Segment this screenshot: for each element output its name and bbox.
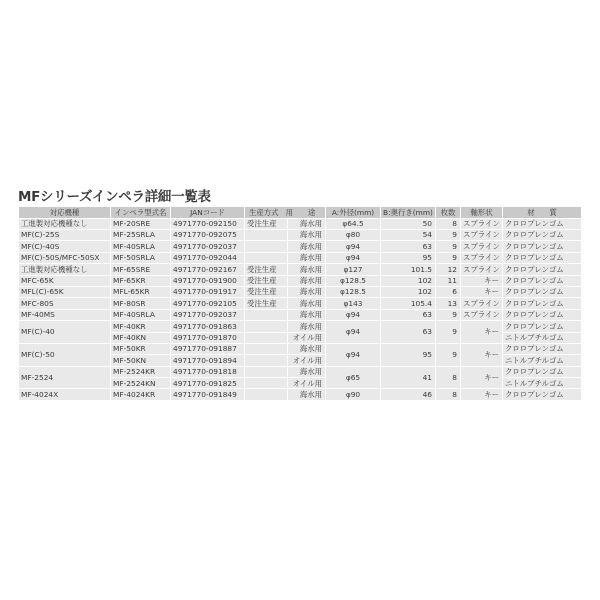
cell-model: 工進製対応機種なし <box>19 264 111 275</box>
cell-model: MF(C)-40S <box>19 241 111 252</box>
cell-material: ニトルブチルゴム <box>503 378 582 389</box>
cell-impeller: MF-25SRLA <box>111 229 171 240</box>
cell-use: 海水用 <box>288 252 326 263</box>
cell-shaft: キー <box>461 286 503 297</box>
cell-method <box>245 355 288 366</box>
cell-material: クロロプレンゴム <box>503 321 582 332</box>
cell-use: 海水用 <box>288 218 326 229</box>
header-b: B:奥行き(mm) <box>381 207 436 219</box>
cell-jan: 4971770-091863 <box>171 321 245 332</box>
cell-jan: 4971770-091887 <box>171 343 245 354</box>
cell-model: MFC-80S <box>19 298 111 309</box>
header-impeller: インペラ型式名 <box>111 207 171 219</box>
header-jan: JANコード <box>171 207 245 219</box>
cell-material: クロロプレンゴム <box>503 309 582 320</box>
cell-material: クロロプレンゴム <box>503 252 582 263</box>
cell-impeller: MF-2524KR <box>111 366 171 377</box>
cell-model: MF-40MS <box>19 309 111 320</box>
table-row <box>19 229 582 240</box>
cell-material: クロロプレンゴム <box>503 275 582 286</box>
cell-method <box>245 309 288 320</box>
cell-method: 受注生産 <box>245 298 288 309</box>
table-row <box>19 343 582 354</box>
cell-method <box>245 343 288 354</box>
cell-model: MFC-65K <box>19 275 111 286</box>
header-blades: 枚数 <box>436 207 461 219</box>
table-row <box>19 298 582 309</box>
cell-use: 海水用 <box>288 264 326 275</box>
cell-jan: 4971770-092167 <box>171 264 245 275</box>
cell-outer-diameter: φ94 <box>326 241 381 252</box>
cell-jan: 4971770-091849 <box>171 389 245 400</box>
cell-jan: 4971770-091818 <box>171 366 245 377</box>
cell-outer-diameter: φ143 <box>326 298 381 309</box>
cell-impeller: MF-20SRE <box>111 218 171 229</box>
table-row <box>19 389 582 400</box>
cell-use: 海水用 <box>288 389 326 400</box>
cell-impeller: MF-80SR <box>111 298 171 309</box>
cell-impeller: MF-4024KR <box>111 389 171 400</box>
cell-jan: 4971770-092044 <box>171 252 245 263</box>
cell-jan: 4971770-092075 <box>171 229 245 240</box>
cell-outer-diameter: φ128.5 <box>326 275 381 286</box>
cell-jan: 4971770-092150 <box>171 218 245 229</box>
cell-depth: 102 <box>381 286 436 297</box>
cell-jan: 4971770-091917 <box>171 286 245 297</box>
cell-shaft: スプライン <box>461 309 503 320</box>
cell-method <box>245 321 288 332</box>
cell-outer-diameter: φ80 <box>326 229 381 240</box>
cell-use: オイル用 <box>288 332 326 343</box>
header-shaft: 軸形状 <box>461 207 503 219</box>
cell-use: 海水用 <box>288 241 326 252</box>
cell-shaft: スプライン <box>461 218 503 229</box>
cell-method: 受注生産 <box>245 218 288 229</box>
cell-method: 受注生産 <box>245 275 288 286</box>
cell-impeller: MF-40KN <box>111 332 171 343</box>
cell-depth: 50 <box>381 218 436 229</box>
cell-jan: 4971770-092105 <box>171 298 245 309</box>
cell-jan: 4971770-091870 <box>171 332 245 343</box>
cell-material: ニトルブチルゴム <box>503 332 582 343</box>
cell-blades: 9 <box>436 241 461 252</box>
cell-blades: 8 <box>436 218 461 229</box>
cell-material: クロロプレンゴム <box>503 229 582 240</box>
header-material: 材 質 <box>503 207 582 219</box>
cell-impeller: MF-50KR <box>111 343 171 354</box>
cell-depth: 95 <box>381 252 436 263</box>
cell-impeller: MF-40SRLA <box>111 241 171 252</box>
cell-model: MF(C)-25S <box>19 229 111 240</box>
cell-shaft: スプライン <box>461 252 503 263</box>
header-use: 用 途 <box>285 207 316 217</box>
cell-blades: 9 <box>436 309 461 320</box>
cell-blades: 8 <box>436 366 461 389</box>
cell-method: 受注生産 <box>245 286 288 297</box>
table-row <box>19 252 582 263</box>
cell-method <box>245 332 288 343</box>
cell-method <box>245 252 288 263</box>
header-method: 生産方式 <box>249 207 279 217</box>
cell-model: MF(C)-50 <box>19 343 111 366</box>
cell-use: 海水用 <box>288 366 326 377</box>
cell-model: MFL(C)-65K <box>19 286 111 297</box>
cell-shaft: キー <box>461 343 503 366</box>
cell-impeller: MFL-65KR <box>111 286 171 297</box>
table-row <box>19 241 582 252</box>
cell-depth: 46 <box>381 389 436 400</box>
cell-blades: 9 <box>436 252 461 263</box>
cell-material: ニトルブチルゴム <box>503 355 582 366</box>
cell-impeller: MF-65SRE <box>111 264 171 275</box>
cell-impeller: MF-50KN <box>111 355 171 366</box>
cell-material: クロロプレンゴム <box>503 366 582 377</box>
cell-impeller: MF-40SRLA <box>111 309 171 320</box>
cell-method <box>245 229 288 240</box>
cell-use: 海水用 <box>288 309 326 320</box>
table-row <box>19 275 582 286</box>
cell-use: 海水用 <box>288 275 326 286</box>
cell-outer-diameter: φ94 <box>326 343 381 366</box>
header-method-use <box>245 207 326 219</box>
cell-blades: 13 <box>436 298 461 309</box>
cell-use: オイル用 <box>288 355 326 366</box>
table-row <box>19 309 582 320</box>
table-row <box>19 286 582 297</box>
cell-jan: 4971770-092037 <box>171 241 245 252</box>
cell-outer-diameter: φ127 <box>326 264 381 275</box>
cell-depth: 101.5 <box>381 264 436 275</box>
cell-use: 海水用 <box>288 298 326 309</box>
cell-use: 海水用 <box>288 343 326 354</box>
cell-jan: 4971770-091825 <box>171 378 245 389</box>
cell-depth: 102 <box>381 275 436 286</box>
cell-outer-diameter: φ65 <box>326 366 381 389</box>
cell-impeller: MF-40KR <box>111 321 171 332</box>
cell-outer-diameter: φ90 <box>326 389 381 400</box>
cell-shaft: キー <box>461 321 503 344</box>
cell-material: クロロプレンゴム <box>503 298 582 309</box>
cell-model: MF-2524 <box>19 366 111 389</box>
cell-jan: 4971770-092037 <box>171 309 245 320</box>
cell-impeller: MF-2524KN <box>111 378 171 389</box>
cell-model: MF(C)-50S/MFC-50SX <box>19 252 111 263</box>
cell-jan: 4971770-091894 <box>171 355 245 366</box>
cell-outer-diameter: φ128.5 <box>326 286 381 297</box>
cell-depth: 41 <box>381 366 436 389</box>
cell-depth: 105.4 <box>381 298 436 309</box>
cell-blades: 9 <box>436 321 461 344</box>
table-row <box>19 218 582 229</box>
page-title: MFシリーズインペラ詳細一覧表 <box>18 189 211 205</box>
cell-jan: 4971770-091900 <box>171 275 245 286</box>
cell-material: クロロプレンゴム <box>503 264 582 275</box>
cell-outer-diameter: φ64.5 <box>326 218 381 229</box>
impeller-spec-table <box>18 206 582 401</box>
cell-impeller: MF-65KR <box>111 275 171 286</box>
cell-impeller: MF-50SRLA <box>111 252 171 263</box>
cell-depth: 95 <box>381 343 436 366</box>
header-row <box>19 207 582 219</box>
cell-model: MF(C)-40 <box>19 321 111 344</box>
table-row <box>19 321 582 332</box>
cell-material: クロロプレンゴム <box>503 241 582 252</box>
table-row <box>19 264 582 275</box>
cell-outer-diameter: φ94 <box>326 321 381 344</box>
cell-shaft: スプライン <box>461 264 503 275</box>
cell-depth: 63 <box>381 321 436 344</box>
cell-depth: 63 <box>381 241 436 252</box>
cell-method <box>245 389 288 400</box>
cell-depth: 54 <box>381 229 436 240</box>
cell-depth: 63 <box>381 309 436 320</box>
cell-blades: 11 <box>436 275 461 286</box>
table-body <box>19 207 582 401</box>
cell-method <box>245 241 288 252</box>
cell-use: 海水用 <box>288 286 326 297</box>
cell-shaft: キー <box>461 389 503 400</box>
cell-use: 海水用 <box>288 229 326 240</box>
cell-shaft: キー <box>461 275 503 286</box>
cell-model: MF-4024X <box>19 389 111 400</box>
cell-method <box>245 378 288 389</box>
cell-material: クロロプレンゴム <box>503 286 582 297</box>
cell-material: クロロプレンゴム <box>503 389 582 400</box>
cell-use: オイル用 <box>288 378 326 389</box>
cell-method <box>245 366 288 377</box>
header-model: 対応機種 <box>19 207 111 219</box>
cell-model: 工進製対応機種なし <box>19 218 111 229</box>
cell-shaft: スプライン <box>461 229 503 240</box>
cell-outer-diameter: φ94 <box>326 309 381 320</box>
header-a: A:外径(mm) <box>326 207 381 219</box>
cell-shaft: キー <box>461 366 503 389</box>
cell-blades: 6 <box>436 286 461 297</box>
cell-use: 海水用 <box>288 321 326 332</box>
cell-blades: 9 <box>436 343 461 366</box>
cell-blades: 12 <box>436 264 461 275</box>
cell-shaft: スプライン <box>461 241 503 252</box>
cell-blades: 8 <box>436 389 461 400</box>
cell-outer-diameter: φ94 <box>326 252 381 263</box>
cell-method: 受注生産 <box>245 264 288 275</box>
cell-shaft: スプライン <box>461 298 503 309</box>
cell-material: クロロプレンゴム <box>503 218 582 229</box>
table-row <box>19 366 582 377</box>
cell-material: クロロプレンゴム <box>503 343 582 354</box>
cell-blades: 9 <box>436 229 461 240</box>
